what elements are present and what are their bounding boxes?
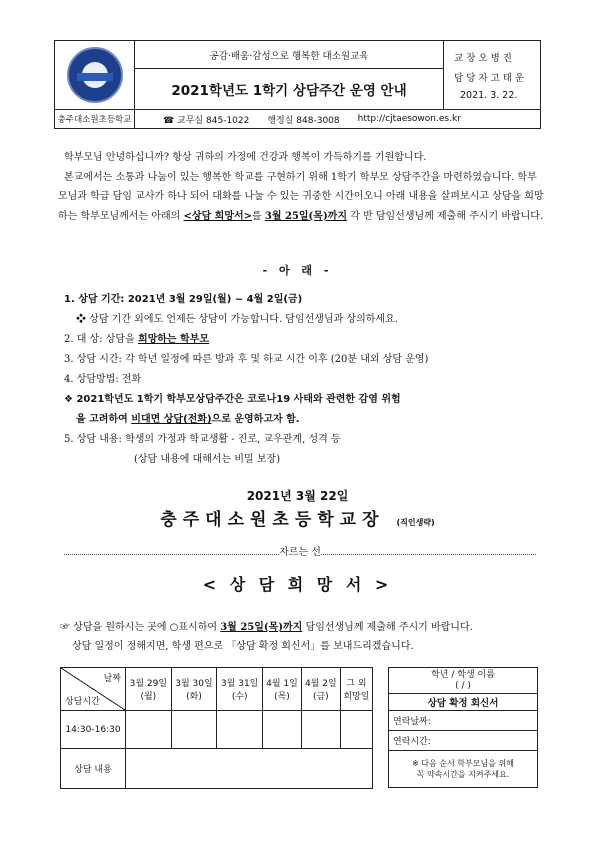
target-value: 희망하는 학부모 [137,334,210,345]
content-note: (상담 내용에 대해서는 비밀 보장) [134,454,281,465]
time-item: 3. 상담 시간: 각 학년 일정에 따른 방과 후 및 하교 시간 이후 (20분 내외 상담 운영) [64,354,429,365]
sign-date: 2021년 3월 22일 [246,489,349,503]
school-name: 충주대소원초등학교 [55,110,135,128]
method-item: 4. 상담방법: 전화 [64,374,142,385]
schedule-corner [61,668,126,711]
covid-part3: 으로 운영하고자 함. [211,414,300,425]
student-blank[interactable]: ( / ) [455,680,471,691]
office-phone: ☎ 교무실 845-1022 [163,115,250,126]
document-header [54,40,541,110]
day-date: 3월 30일 [175,679,213,689]
intro-body: 본교에서는 소통과 나눔이 있는 행복한 학교를 구현하기 위해 1학기 학부모 상담주간을 마련하였습니다. 학부모님과 학급 담임 교사가 하나 되어 대화를 나눌 수 있는 귀중한 시간이오니 아래 내용을 살펴보시고 상담을 희망하는 학부모님께서는 아래의 [58,171,544,222]
day-header [171,668,217,711]
corner-date-label: 날짜 [103,674,121,684]
day-dow: (수) [231,692,248,702]
manager-line: 담 당 자 고 태 운 [454,72,525,84]
content-label: 상담 내용 [61,749,126,789]
content-item: 5. 상담 내용: 학생의 가정과 학교생활 - 진로, 교우관계, 성격 등 [64,434,341,445]
day-date: 3월 29일 [129,679,168,689]
content-input[interactable] [126,749,373,789]
day-date: 4월 2일 [304,679,337,689]
slot-cell[interactable] [301,711,340,749]
covid-note-line2 [64,410,544,430]
corner-time-label: 상담시간 [65,697,100,707]
school-logo [67,47,123,103]
principal-signature [0,505,595,530]
logo-cell [55,41,135,109]
slot-cell[interactable] [340,711,372,749]
period-note: ❖ 상담 기간 외에도 언제든 상담이 가능합니다. 담임선생님과 상의하세요. [76,314,398,325]
contact-bar [54,110,541,129]
issue-date: 2021. 3. 22. [460,89,518,101]
slot-cell[interactable] [263,711,302,749]
admin-phone: 행정실 848-3008 [267,115,340,126]
slot-cell[interactable] [171,711,217,749]
intro-connector: 를 [252,210,262,222]
target-item [64,330,544,350]
covid-method: 비대면 상담(전화) [131,414,212,425]
day-header [301,668,340,711]
reply-table [388,667,538,788]
form-reference: <상담 희망서> [183,210,253,222]
reply-note [389,751,538,788]
student-info [389,668,538,694]
period-item: 1. 상담 기간: 2021년 3월 29일(월) ~ 4월 2일(금) [64,294,303,305]
day-date: 그 외 [346,679,367,689]
form-notice [60,618,550,656]
day-header [263,668,302,711]
slogan: 공감·배움·감성으로 행복한 대소원교육 [135,41,443,69]
cut-dots [64,547,279,555]
day-header [340,668,372,711]
day-dow: (금) [312,692,329,702]
student-label: 학년 / 학생 이름 [431,669,495,680]
day-date: 3월 31일 [220,679,259,689]
principal-line: 교 장 오 병 진 [454,52,512,64]
below-heading: - 아 래 - [262,264,333,277]
cut-label: 자르는 선 [279,547,321,558]
reply-title: 상담 확정 회신서 [389,694,538,711]
target-label: 2. 대 상: 상담을 [64,334,135,345]
notice-text: ☞ 상담을 원하시는 곳에 ○표시하여 [60,622,218,633]
school-url[interactable]: http://cjtaesowon.es.kr [357,114,461,124]
day-header [217,668,263,711]
notice-tail: 담임선생님께 제출해 주시기 바랍니다. [305,622,473,633]
intro-tail: 각 반 담임선생님께 제출해 주시기 바랍니다. [350,210,544,222]
schedule-table [60,667,373,789]
day-dow: 희망일 [343,692,370,702]
day-dow: (목) [274,692,290,702]
cut-dots-right [321,547,536,555]
day-dow: (화) [186,692,202,702]
cut-line [64,543,536,558]
contact-time-field[interactable]: 연락시간: [389,731,538,751]
document-title: 2021학년도 1학기 상담주간 운영 안내 [171,83,407,99]
greeting: 학부모님 안녕하십니까? 항상 귀하의 가정에 건강과 행복이 가득하기를 기원합니다. [64,152,427,163]
day-date: 4월 1일 [266,679,298,689]
reply-note-line2: 꼭 약속시간을 지켜주세요. [416,770,510,779]
covid-note-line1: ❖ 2021학년도 1학기 학부모상담주간은 코로나19 사태와 관련한 감염 위험 [64,394,401,405]
slot-cell[interactable] [126,711,172,749]
request-form-title: < 상 담 희 망 서 > [202,575,393,594]
time-slot: 14:30-16:30 [61,711,126,749]
approval-cell [444,41,540,109]
principal-title: 충주대소원초등학교장 [160,510,385,530]
reply-note-line1: ※ 다음 순서 학부모님을 위해 [412,759,514,768]
detail-list [64,290,544,470]
slot-cell[interactable] [217,711,263,749]
day-header [126,668,172,711]
notice-line2: 상담 일정이 정해지면, 학생 편으로 「상담 확정 회신서」를 보내드리겠습니다. [72,641,414,652]
contact-date-field[interactable]: 연락날짜: [389,711,538,731]
covid-part1: 을 고려하여 [76,414,128,425]
day-dow: (월) [140,692,157,702]
seal-note: (직인생략) [396,518,435,527]
submit-deadline: 3월 25일(목)까지 [264,210,347,222]
title-cell [135,41,444,109]
notice-deadline: 3월 25일(목)까지 [220,622,303,633]
intro-paragraph [58,148,544,226]
